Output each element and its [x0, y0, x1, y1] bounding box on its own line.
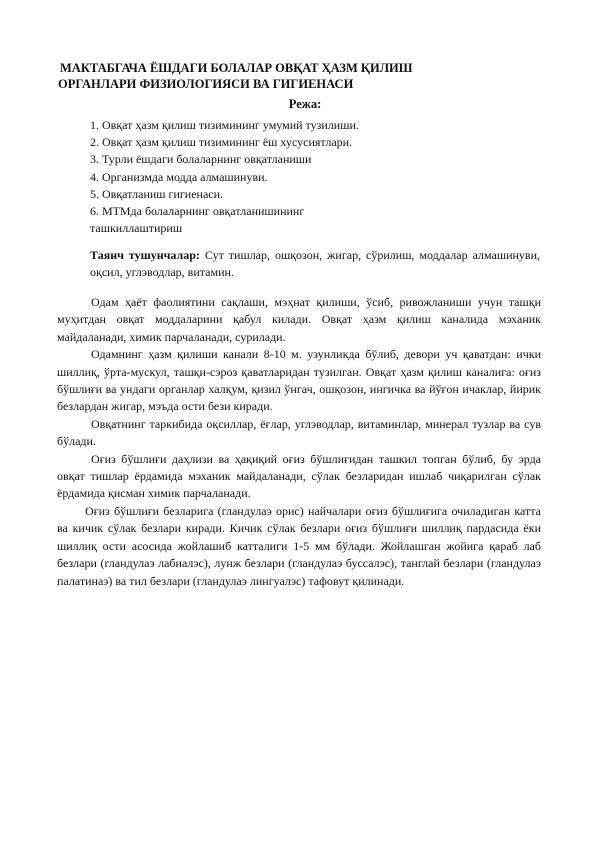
- title-line-1: МАКТАБГАЧА ЁШДАГИ БОЛАЛАР ОВҚАТ ҲАЗМ ҚИЛИШ: [60, 61, 413, 75]
- key-concepts-text: Сут тишлар, ошқозон, жигар, сўрилиш, моддалар алмашинуви, оқсил, углэводлар, витамин.: [90, 248, 540, 279]
- plan-heading: Режа:: [288, 97, 322, 111]
- key-concepts: [90, 247, 540, 281]
- plan-item: 4. Организмда модда алмашинуви.: [90, 169, 268, 184]
- document-title: [58, 60, 538, 92]
- plan-list: [90, 117, 390, 237]
- plan-item: 5. Овқатланиш гигиенаси.: [90, 186, 224, 201]
- paragraph: Овқатнинг таркибида оқсиллар, ёғлар, углэводлар, витаминлар, минерал тузлар ва сув бўлади.: [57, 416, 541, 449]
- paragraph: Оғиз бўшлиғи безларига (гландулаэ орис) найчалари оғиз бўшлиғига очиладиган катта ва кичик сўлак безлари киради. Кичик сўлак безлари оғиз бўшлиғи шиллиқ пардасида ёки шиллиқ ости асосида жойлашиб катталиги 1-5 мм бўлади. Жойлашган жойига қараб лаб безлари (гландулаэ лабиалэс), лунж безлари (гландулаэ буссалэс), танглай безлари (гландулаэ палатинаэ) ва тил безлари (гландулаэ лингуалэс) тафовут қилинади.: [57, 503, 541, 588]
- plan-item: 1. Овқат ҳазм қилиш тизимининг умумий тузилиши.: [90, 118, 359, 132]
- body-text: [57, 294, 541, 590]
- paragraph: Одам ҳаёт фаолиятини сақлаши, мэҳнат қилиши, ўсиб, ривожланиши учун ташқи муҳитдан овқат моддаларини қабул килади. Овқат ҳазм қилиш каналида мэханик майдаланади, химик парчаланади, сурилади.: [57, 295, 541, 344]
- paragraph: Одамнинг ҳазм қилиши канали 8-10 м. узунликда бўлиб, девори уч қаватдан: ички шиллиқ, ўрта-мускул, ташқи-сэроз қаватларидан тузилган. Овқат ҳазм қилиш каналига: оғиз бўшлиғи ва ундаги органлар халқум, қизил ўнгач, ошқозон, ингичка ва йўғон ичаклар, йирик безлардан жигар, мэъда ости бези киради.: [57, 347, 541, 414]
- plan-item: 6. МТМда болаларнинг овқатланишининг ташкиллаштириш: [90, 204, 305, 236]
- title-line-2: ОРГАНЛАРИ ФИЗИОЛОГИЯСИ ВА ГИГИЕНАСИ: [58, 77, 354, 91]
- paragraph: Оғиз бўшлиғи даҳлизи ва ҳақиқий оғиз бўшлиғидан ташкил топган бўлиб, бу эрда овқат тишлар ёрдамида мэханик майдаланади, сўлак безларидан ишлаб чиқарилган сўлак ёрдамида қисман химик парчаланади.: [57, 451, 541, 501]
- key-concepts-label: Таянч тушунчалар:: [90, 248, 200, 262]
- plan-item: 3. Турли ёшдаги болаларнинг овқатланиши: [90, 152, 312, 167]
- plan-item: 2. Овқат ҳазм қилиш тизимининг ёш хусусиятлари.: [90, 135, 353, 150]
